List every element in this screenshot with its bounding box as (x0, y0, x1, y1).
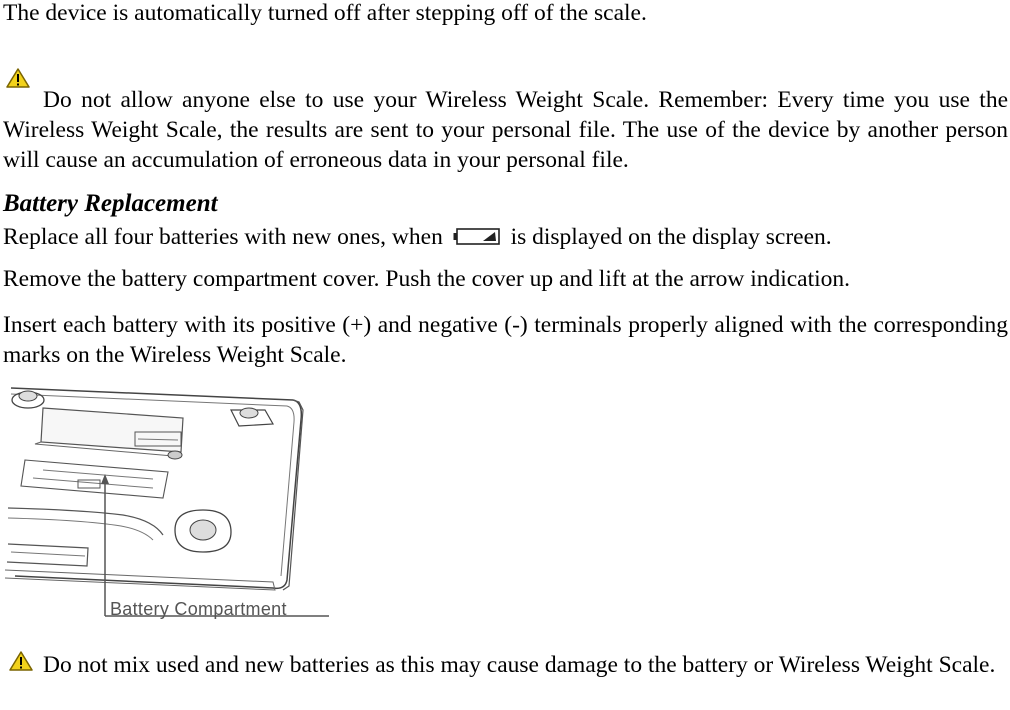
auto-off-paragraph: The device is automatically turned off after stepping off of the scale. (3, 0, 647, 26)
remove-cover-paragraph: Remove the battery compartment cover. Push the cover up and lift at the arrow indication. (3, 266, 851, 292)
battery-compartment-callout: Battery Compartment (110, 599, 287, 619)
warning-other-users-paragraph: Do not allow anyone else to use your Wireless Weight Scale. Remember: Every time you use the Wireless Weight Scale, the results are sent to your personal file. The use of the device by another person will cause an accumulation of erroneous data in your personal file. (3, 87, 1008, 173)
replace-text-after: is displayed on the display screen. (510, 224, 832, 250)
replace-batteries-paragraph (3, 222, 1008, 252)
scale-underside-illustration (3, 380, 333, 632)
insert-battery-paragraph: Insert each battery with its positive (+) and negative (-) terminals properly aligned with the corresponding marks on the Wireless Weight Scale. (3, 312, 1008, 368)
section-heading: Battery Replacement (3, 190, 218, 217)
warning-mix-batteries-paragraph: Do not mix used and new batteries as this may cause damage to the battery or Wireless Weight Scale. (43, 652, 996, 678)
replace-text-before: Replace all four batteries with new ones, when (3, 224, 443, 250)
low-battery-icon (453, 226, 501, 246)
